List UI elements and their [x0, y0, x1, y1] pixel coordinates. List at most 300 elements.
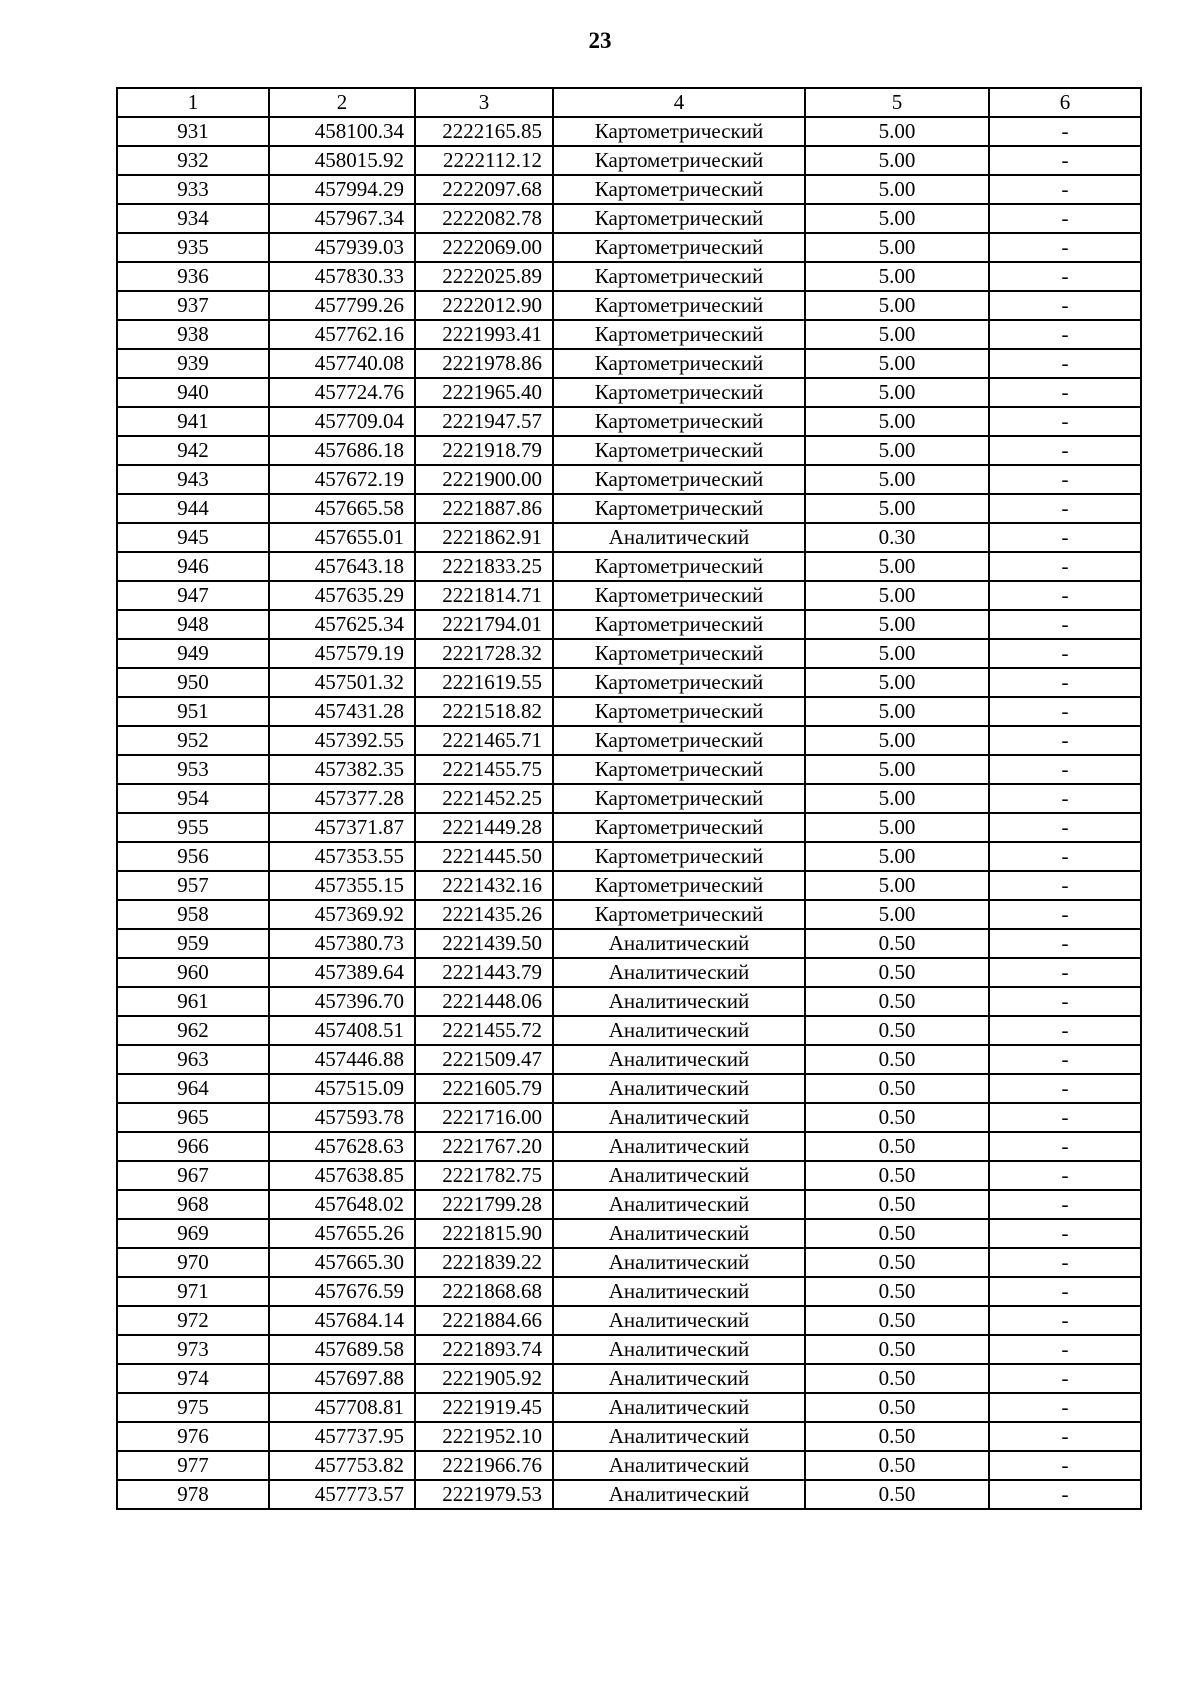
accuracy-cell: 5.00: [805, 784, 989, 813]
table-row: [117, 1219, 1141, 1248]
coordinates-table: [116, 87, 1142, 1510]
accuracy-cell: 0.30: [805, 523, 989, 552]
point-number-cell: 935: [117, 233, 269, 262]
y-coordinate-cell: 2221794.01: [415, 610, 553, 639]
accuracy-cell: 5.00: [805, 262, 989, 291]
table-row: [117, 1364, 1141, 1393]
point-number-cell: 944: [117, 494, 269, 523]
table-row: [117, 349, 1141, 378]
table-row: [117, 697, 1141, 726]
y-coordinate-cell: 2221435.26: [415, 900, 553, 929]
x-coordinate-cell: 457408.51: [269, 1016, 415, 1045]
y-coordinate-cell: 2222097.68: [415, 175, 553, 204]
y-coordinate-cell: 2221952.10: [415, 1422, 553, 1451]
description-cell: -: [989, 1103, 1141, 1132]
y-coordinate-cell: 2221455.75: [415, 755, 553, 784]
point-number-cell: 968: [117, 1190, 269, 1219]
table-row: [117, 1190, 1141, 1219]
method-cell: Аналитический: [553, 1277, 805, 1306]
method-cell: Картометрический: [553, 871, 805, 900]
description-cell: -: [989, 146, 1141, 175]
table-row: [117, 639, 1141, 668]
method-cell: Картометрический: [553, 842, 805, 871]
accuracy-cell: 5.00: [805, 436, 989, 465]
y-coordinate-cell: 2221905.92: [415, 1364, 553, 1393]
method-cell: Картометрический: [553, 784, 805, 813]
accuracy-cell: 0.50: [805, 1451, 989, 1480]
x-coordinate-cell: 457593.78: [269, 1103, 415, 1132]
accuracy-cell: 0.50: [805, 1364, 989, 1393]
accuracy-cell: 5.00: [805, 842, 989, 871]
description-cell: -: [989, 1161, 1141, 1190]
x-coordinate-cell: 457396.70: [269, 987, 415, 1016]
accuracy-cell: 5.00: [805, 117, 989, 146]
y-coordinate-cell: 2221445.50: [415, 842, 553, 871]
table-row: [117, 378, 1141, 407]
point-number-cell: 957: [117, 871, 269, 900]
table-row: [117, 813, 1141, 842]
point-number-cell: 955: [117, 813, 269, 842]
description-cell: -: [989, 1480, 1141, 1509]
accuracy-cell: 5.00: [805, 581, 989, 610]
description-cell: -: [989, 900, 1141, 929]
table-row: [117, 755, 1141, 784]
accuracy-cell: 0.50: [805, 1161, 989, 1190]
table-row: [117, 987, 1141, 1016]
x-coordinate-cell: 457665.30: [269, 1248, 415, 1277]
method-cell: Аналитический: [553, 523, 805, 552]
y-coordinate-cell: 2221767.20: [415, 1132, 553, 1161]
method-cell: Аналитический: [553, 1103, 805, 1132]
accuracy-cell: 5.00: [805, 291, 989, 320]
y-coordinate-cell: 2221432.16: [415, 871, 553, 900]
x-coordinate-cell: 457648.02: [269, 1190, 415, 1219]
accuracy-cell: 0.50: [805, 1248, 989, 1277]
x-coordinate-cell: 457672.19: [269, 465, 415, 494]
x-coordinate-cell: 457392.55: [269, 726, 415, 755]
point-number-cell: 961: [117, 987, 269, 1016]
x-coordinate-cell: 457638.85: [269, 1161, 415, 1190]
method-cell: Аналитический: [553, 929, 805, 958]
description-cell: -: [989, 204, 1141, 233]
column-header-5: 5: [805, 88, 989, 117]
description-cell: -: [989, 1277, 1141, 1306]
y-coordinate-cell: 2221868.68: [415, 1277, 553, 1306]
y-coordinate-cell: 2221966.76: [415, 1451, 553, 1480]
y-coordinate-cell: 2221893.74: [415, 1335, 553, 1364]
table-row: [117, 320, 1141, 349]
accuracy-cell: 0.50: [805, 1132, 989, 1161]
table-row: [117, 1480, 1141, 1509]
y-coordinate-cell: 2221716.00: [415, 1103, 553, 1132]
point-number-cell: 946: [117, 552, 269, 581]
x-coordinate-cell: 457689.58: [269, 1335, 415, 1364]
y-coordinate-cell: 2221839.22: [415, 1248, 553, 1277]
method-cell: Аналитический: [553, 1132, 805, 1161]
table-row: [117, 1103, 1141, 1132]
point-number-cell: 934: [117, 204, 269, 233]
x-coordinate-cell: 457382.35: [269, 755, 415, 784]
accuracy-cell: 5.00: [805, 668, 989, 697]
point-number-cell: 970: [117, 1248, 269, 1277]
point-number-cell: 972: [117, 1306, 269, 1335]
x-coordinate-cell: 457773.57: [269, 1480, 415, 1509]
point-number-cell: 969: [117, 1219, 269, 1248]
point-number-cell: 941: [117, 407, 269, 436]
point-number-cell: 953: [117, 755, 269, 784]
table-row: [117, 1306, 1141, 1335]
method-cell: Аналитический: [553, 1045, 805, 1074]
accuracy-cell: 0.50: [805, 1016, 989, 1045]
point-number-cell: 963: [117, 1045, 269, 1074]
x-coordinate-cell: 457579.19: [269, 639, 415, 668]
x-coordinate-cell: 457708.81: [269, 1393, 415, 1422]
x-coordinate-cell: 458015.92: [269, 146, 415, 175]
table-row: [117, 1045, 1141, 1074]
point-number-cell: 932: [117, 146, 269, 175]
x-coordinate-cell: 457939.03: [269, 233, 415, 262]
description-cell: -: [989, 378, 1141, 407]
x-coordinate-cell: 457643.18: [269, 552, 415, 581]
table-row: [117, 1335, 1141, 1364]
accuracy-cell: 5.00: [805, 175, 989, 204]
accuracy-cell: 5.00: [805, 465, 989, 494]
accuracy-cell: 0.50: [805, 1277, 989, 1306]
accuracy-cell: 0.50: [805, 1306, 989, 1335]
accuracy-cell: 5.00: [805, 900, 989, 929]
y-coordinate-cell: 2221439.50: [415, 929, 553, 958]
x-coordinate-cell: 457655.26: [269, 1219, 415, 1248]
point-number-cell: 950: [117, 668, 269, 697]
method-cell: Аналитический: [553, 1074, 805, 1103]
column-header-3: 3: [415, 88, 553, 117]
description-cell: -: [989, 639, 1141, 668]
y-coordinate-cell: 2221518.82: [415, 697, 553, 726]
point-number-cell: 976: [117, 1422, 269, 1451]
accuracy-cell: 5.00: [805, 407, 989, 436]
table-row: [117, 204, 1141, 233]
table-row: [117, 1074, 1141, 1103]
accuracy-cell: 5.00: [805, 349, 989, 378]
description-cell: -: [989, 1190, 1141, 1219]
y-coordinate-cell: 2221965.40: [415, 378, 553, 407]
accuracy-cell: 0.50: [805, 1335, 989, 1364]
x-coordinate-cell: 457709.04: [269, 407, 415, 436]
method-cell: Картометрический: [553, 755, 805, 784]
description-cell: -: [989, 1074, 1141, 1103]
method-cell: Картометрический: [553, 262, 805, 291]
y-coordinate-cell: 2221605.79: [415, 1074, 553, 1103]
description-cell: -: [989, 1132, 1141, 1161]
point-number-cell: 964: [117, 1074, 269, 1103]
description-cell: -: [989, 842, 1141, 871]
y-coordinate-cell: 2221900.00: [415, 465, 553, 494]
description-cell: -: [989, 755, 1141, 784]
method-cell: Аналитический: [553, 1219, 805, 1248]
x-coordinate-cell: 457369.92: [269, 900, 415, 929]
point-number-cell: 965: [117, 1103, 269, 1132]
y-coordinate-cell: 2222112.12: [415, 146, 553, 175]
accuracy-cell: 5.00: [805, 813, 989, 842]
point-number-cell: 939: [117, 349, 269, 378]
point-number-cell: 937: [117, 291, 269, 320]
x-coordinate-cell: 457625.34: [269, 610, 415, 639]
description-cell: -: [989, 929, 1141, 958]
accuracy-cell: 5.00: [805, 639, 989, 668]
accuracy-cell: 0.50: [805, 1422, 989, 1451]
point-number-cell: 978: [117, 1480, 269, 1509]
x-coordinate-cell: 457380.73: [269, 929, 415, 958]
y-coordinate-cell: 2222082.78: [415, 204, 553, 233]
accuracy-cell: 5.00: [805, 871, 989, 900]
method-cell: Картометрический: [553, 668, 805, 697]
method-cell: Картометрический: [553, 465, 805, 494]
method-cell: Аналитический: [553, 1393, 805, 1422]
table-row: [117, 1422, 1141, 1451]
accuracy-cell: 5.00: [805, 494, 989, 523]
y-coordinate-cell: 2221918.79: [415, 436, 553, 465]
point-number-cell: 933: [117, 175, 269, 204]
table-row: [117, 262, 1141, 291]
description-cell: -: [989, 958, 1141, 987]
point-number-cell: 971: [117, 1277, 269, 1306]
method-cell: Картометрический: [553, 378, 805, 407]
table-row: [117, 291, 1141, 320]
accuracy-cell: 5.00: [805, 755, 989, 784]
x-coordinate-cell: 457501.32: [269, 668, 415, 697]
table-row: [117, 465, 1141, 494]
description-cell: -: [989, 552, 1141, 581]
table-row: [117, 146, 1141, 175]
y-coordinate-cell: 2221799.28: [415, 1190, 553, 1219]
x-coordinate-cell: 457355.15: [269, 871, 415, 900]
table-row: [117, 900, 1141, 929]
method-cell: Картометрический: [553, 697, 805, 726]
table-row: [117, 552, 1141, 581]
method-cell: Аналитический: [553, 1161, 805, 1190]
table-row: [117, 436, 1141, 465]
accuracy-cell: 0.50: [805, 1393, 989, 1422]
method-cell: Аналитический: [553, 1306, 805, 1335]
y-coordinate-cell: 2222069.00: [415, 233, 553, 262]
description-cell: -: [989, 494, 1141, 523]
accuracy-cell: 0.50: [805, 929, 989, 958]
x-coordinate-cell: 457762.16: [269, 320, 415, 349]
y-coordinate-cell: 2221814.71: [415, 581, 553, 610]
method-cell: Картометрический: [553, 813, 805, 842]
description-cell: -: [989, 813, 1141, 842]
page-number: 23: [588, 28, 612, 53]
description-cell: -: [989, 610, 1141, 639]
y-coordinate-cell: 2221887.86: [415, 494, 553, 523]
table-row: [117, 581, 1141, 610]
method-cell: Аналитический: [553, 958, 805, 987]
x-coordinate-cell: 457446.88: [269, 1045, 415, 1074]
description-cell: -: [989, 436, 1141, 465]
x-coordinate-cell: 457628.63: [269, 1132, 415, 1161]
method-cell: Аналитический: [553, 1016, 805, 1045]
column-header-4: 4: [553, 88, 805, 117]
point-number-cell: 952: [117, 726, 269, 755]
table-row: [117, 1248, 1141, 1277]
x-coordinate-cell: 457830.33: [269, 262, 415, 291]
table-row: [117, 1451, 1141, 1480]
description-cell: -: [989, 1422, 1141, 1451]
point-number-cell: 951: [117, 697, 269, 726]
table-row: [117, 842, 1141, 871]
x-coordinate-cell: 457737.95: [269, 1422, 415, 1451]
point-number-cell: 962: [117, 1016, 269, 1045]
method-cell: Аналитический: [553, 1190, 805, 1219]
method-cell: Картометрический: [553, 726, 805, 755]
method-cell: Аналитический: [553, 1364, 805, 1393]
description-cell: -: [989, 871, 1141, 900]
method-cell: Аналитический: [553, 1248, 805, 1277]
description-cell: -: [989, 1393, 1141, 1422]
point-number-cell: 943: [117, 465, 269, 494]
method-cell: Картометрический: [553, 204, 805, 233]
description-cell: -: [989, 697, 1141, 726]
x-coordinate-cell: 457994.29: [269, 175, 415, 204]
accuracy-cell: 0.50: [805, 1074, 989, 1103]
x-coordinate-cell: 457515.09: [269, 1074, 415, 1103]
column-header-2: 2: [269, 88, 415, 117]
y-coordinate-cell: 2221465.71: [415, 726, 553, 755]
method-cell: Картометрический: [553, 320, 805, 349]
y-coordinate-cell: 2221815.90: [415, 1219, 553, 1248]
accuracy-cell: 5.00: [805, 610, 989, 639]
description-cell: -: [989, 465, 1141, 494]
column-header-1: 1: [117, 88, 269, 117]
description-cell: -: [989, 581, 1141, 610]
y-coordinate-cell: 2221448.06: [415, 987, 553, 1016]
x-coordinate-cell: 457967.34: [269, 204, 415, 233]
x-coordinate-cell: 457389.64: [269, 958, 415, 987]
description-cell: -: [989, 1016, 1141, 1045]
point-number-cell: 938: [117, 320, 269, 349]
point-number-cell: 960: [117, 958, 269, 987]
point-number-cell: 947: [117, 581, 269, 610]
description-cell: -: [989, 1335, 1141, 1364]
method-cell: Аналитический: [553, 1451, 805, 1480]
y-coordinate-cell: 2221979.53: [415, 1480, 553, 1509]
table-row: [117, 1161, 1141, 1190]
y-coordinate-cell: 2221978.86: [415, 349, 553, 378]
method-cell: Картометрический: [553, 639, 805, 668]
y-coordinate-cell: 2221919.45: [415, 1393, 553, 1422]
description-cell: -: [989, 726, 1141, 755]
description-cell: -: [989, 407, 1141, 436]
point-number-cell: 958: [117, 900, 269, 929]
accuracy-cell: 5.00: [805, 726, 989, 755]
x-coordinate-cell: 457686.18: [269, 436, 415, 465]
description-cell: -: [989, 784, 1141, 813]
point-number-cell: 945: [117, 523, 269, 552]
table-row: [117, 233, 1141, 262]
y-coordinate-cell: 2221947.57: [415, 407, 553, 436]
accuracy-cell: 5.00: [805, 697, 989, 726]
x-coordinate-cell: 457665.58: [269, 494, 415, 523]
accuracy-cell: 5.00: [805, 233, 989, 262]
point-number-cell: 936: [117, 262, 269, 291]
method-cell: Картометрический: [553, 117, 805, 146]
accuracy-cell: 0.50: [805, 1219, 989, 1248]
y-coordinate-cell: 2221443.79: [415, 958, 553, 987]
description-cell: -: [989, 262, 1141, 291]
table-row: [117, 871, 1141, 900]
table-row: [117, 784, 1141, 813]
description-cell: -: [989, 349, 1141, 378]
point-number-cell: 966: [117, 1132, 269, 1161]
table-row: [117, 1132, 1141, 1161]
x-coordinate-cell: 457740.08: [269, 349, 415, 378]
accuracy-cell: 5.00: [805, 320, 989, 349]
y-coordinate-cell: 2221452.25: [415, 784, 553, 813]
point-number-cell: 940: [117, 378, 269, 407]
y-coordinate-cell: 2221884.66: [415, 1306, 553, 1335]
y-coordinate-cell: 2221449.28: [415, 813, 553, 842]
method-cell: Картометрический: [553, 291, 805, 320]
method-cell: Аналитический: [553, 1480, 805, 1509]
y-coordinate-cell: 2221833.25: [415, 552, 553, 581]
accuracy-cell: 0.50: [805, 958, 989, 987]
y-coordinate-cell: 2221509.47: [415, 1045, 553, 1074]
description-cell: -: [989, 1364, 1141, 1393]
method-cell: Картометрический: [553, 436, 805, 465]
accuracy-cell: 5.00: [805, 204, 989, 233]
description-cell: -: [989, 987, 1141, 1016]
method-cell: Картометрический: [553, 407, 805, 436]
x-coordinate-cell: 457353.55: [269, 842, 415, 871]
description-cell: -: [989, 320, 1141, 349]
point-number-cell: 942: [117, 436, 269, 465]
description-cell: -: [989, 523, 1141, 552]
method-cell: Картометрический: [553, 349, 805, 378]
description-cell: -: [989, 1045, 1141, 1074]
x-coordinate-cell: 457431.28: [269, 697, 415, 726]
x-coordinate-cell: 457697.88: [269, 1364, 415, 1393]
table-row: [117, 726, 1141, 755]
description-cell: -: [989, 233, 1141, 262]
accuracy-cell: 0.50: [805, 987, 989, 1016]
method-cell: Картометрический: [553, 900, 805, 929]
point-number-cell: 931: [117, 117, 269, 146]
point-number-cell: 959: [117, 929, 269, 958]
description-cell: -: [989, 1306, 1141, 1335]
description-cell: -: [989, 1248, 1141, 1277]
point-number-cell: 949: [117, 639, 269, 668]
y-coordinate-cell: 2221782.75: [415, 1161, 553, 1190]
method-cell: Картометрический: [553, 581, 805, 610]
accuracy-cell: 0.50: [805, 1190, 989, 1219]
x-coordinate-cell: 457799.26: [269, 291, 415, 320]
method-cell: Картометрический: [553, 494, 805, 523]
x-coordinate-cell: 457724.76: [269, 378, 415, 407]
y-coordinate-cell: 2222165.85: [415, 117, 553, 146]
y-coordinate-cell: 2221862.91: [415, 523, 553, 552]
method-cell: Аналитический: [553, 987, 805, 1016]
description-cell: -: [989, 668, 1141, 697]
y-coordinate-cell: 2221455.72: [415, 1016, 553, 1045]
table-row: [117, 958, 1141, 987]
point-number-cell: 973: [117, 1335, 269, 1364]
method-cell: Картометрический: [553, 610, 805, 639]
x-coordinate-cell: 457635.29: [269, 581, 415, 610]
column-header-6: 6: [989, 88, 1141, 117]
point-number-cell: 967: [117, 1161, 269, 1190]
table-row: [117, 175, 1141, 204]
point-number-cell: 948: [117, 610, 269, 639]
